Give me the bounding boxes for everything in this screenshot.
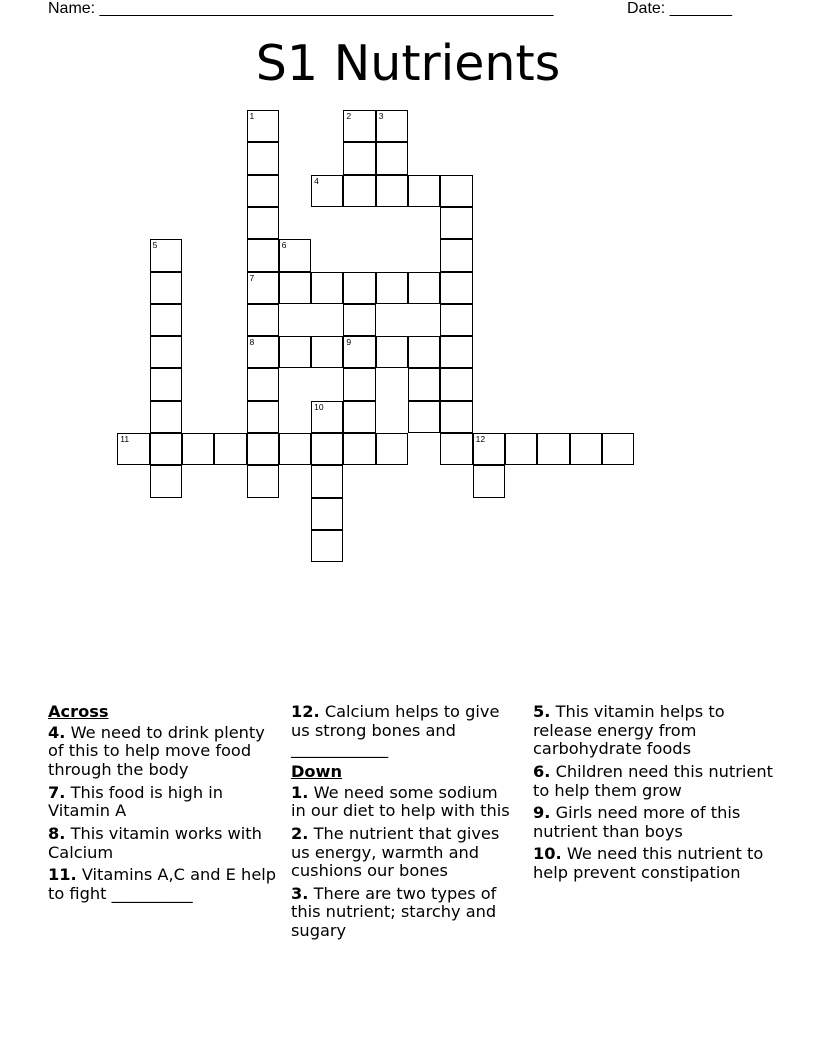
clue-number: 10.: [533, 844, 562, 864]
clue-across-8: [48, 825, 284, 862]
grid-cell[interactable]: [247, 272, 279, 304]
clue-number: 1.: [291, 782, 309, 802]
clue-number-label: 3: [378, 111, 384, 121]
grid-cell[interactable]: [311, 401, 343, 433]
clue-number: 11.: [48, 865, 77, 885]
clue-number: 5.: [533, 702, 551, 721]
grid-cell[interactable]: [440, 336, 472, 368]
clue-number: 6.: [533, 761, 551, 781]
name-field-label: Name: ___________________________________________________: [48, 0, 554, 17]
grid-cell[interactable]: [279, 336, 311, 368]
grid-cell[interactable]: [150, 336, 182, 368]
grid-cell[interactable]: [311, 433, 343, 465]
grid-cell[interactable]: [311, 498, 343, 530]
grid-cell[interactable]: [247, 304, 279, 336]
grid-cell[interactable]: [376, 336, 408, 368]
grid-cell[interactable]: [602, 433, 634, 465]
clue-text: We need to drink plenty of this to help move food through the body: [48, 722, 265, 780]
grid-cell[interactable]: [247, 110, 279, 142]
grid-cell[interactable]: [343, 304, 375, 336]
grid-cell[interactable]: [440, 175, 472, 207]
grid-cell[interactable]: [440, 433, 472, 465]
clue-number-label: 5: [152, 240, 158, 251]
clue-column-2: [291, 703, 517, 945]
clue-text: This vitamin works with Calcium: [48, 823, 262, 862]
date-field-label: Date: _______: [627, 0, 732, 17]
grid-cell[interactable]: [376, 433, 408, 465]
grid-cell[interactable]: [440, 304, 472, 336]
clue-number-label: 1: [249, 111, 255, 121]
clue-number: 2.: [291, 823, 309, 843]
page-title: S1 Nutrients: [255, 35, 561, 92]
grid-cell[interactable]: [311, 465, 343, 497]
clue-number: 12.: [291, 702, 320, 721]
grid-cell[interactable]: [182, 433, 214, 465]
grid-cell[interactable]: [150, 433, 182, 465]
clue-number: 3.: [291, 883, 309, 903]
grid-cell[interactable]: [376, 272, 408, 304]
clue-down-6: [533, 763, 773, 800]
grid-cell[interactable]: [279, 272, 311, 304]
clue-number: 9.: [533, 803, 551, 823]
grid-cell[interactable]: [279, 433, 311, 465]
clue-down-9: [533, 804, 773, 841]
clue-across-12: [291, 703, 517, 759]
grid-cell[interactable]: [408, 401, 440, 433]
grid-cell[interactable]: [311, 272, 343, 304]
grid-cell[interactable]: [117, 433, 149, 465]
across-heading: Across: [48, 702, 109, 721]
grid-cell[interactable]: [376, 142, 408, 174]
grid-cell[interactable]: [343, 272, 375, 304]
grid-cell[interactable]: [150, 272, 182, 304]
grid-cell[interactable]: [343, 175, 375, 207]
down-heading: Down: [291, 761, 343, 781]
grid-cell[interactable]: [473, 465, 505, 497]
grid-cell[interactable]: [505, 433, 537, 465]
grid-cell[interactable]: [537, 433, 569, 465]
clue-text: The nutrient that gives us energy, warmth and cushions our bones: [291, 823, 500, 881]
clue-text: Girls need more of this nutrient than boys: [533, 803, 741, 841]
clue-text: There are two types of this nutrient; starchy and sugary: [291, 883, 497, 941]
clue-text: Calcium helps to give us strong bones and ____________: [291, 702, 500, 759]
clue-number-label: 12: [475, 434, 486, 444]
grid-cell[interactable]: [408, 336, 440, 368]
clue-column-1: [48, 703, 284, 907]
grid-cell[interactable]: [440, 368, 472, 400]
clue-number-label: 2: [346, 111, 352, 121]
grid-cell[interactable]: [311, 530, 343, 562]
clue-column-3: [533, 703, 773, 887]
clue-across-7: [48, 784, 284, 821]
clue-down-1: [291, 784, 517, 821]
clue-text: This food is high in Vitamin A: [48, 782, 223, 821]
clue-down-10: [533, 845, 773, 882]
grid-cell[interactable]: [408, 272, 440, 304]
grid-cell[interactable]: [150, 304, 182, 336]
grid-cell[interactable]: [247, 401, 279, 433]
clue-number-label: 9: [346, 337, 352, 348]
grid-cell[interactable]: [247, 368, 279, 400]
grid-cell[interactable]: [376, 175, 408, 207]
clue-text: Vitamins A,C and E help to fight __________: [48, 865, 277, 903]
grid-cell[interactable]: [408, 368, 440, 400]
clue-number-label: 4: [314, 175, 319, 186]
clue-down-2: [291, 825, 517, 881]
grid-cell[interactable]: [440, 239, 472, 271]
grid-cell[interactable]: [150, 401, 182, 433]
grid-cell[interactable]: [279, 239, 311, 271]
clue-number: 4.: [48, 722, 66, 742]
grid-cell[interactable]: [343, 110, 375, 142]
clue-number: 8.: [48, 823, 66, 843]
grid-cell[interactable]: [311, 175, 343, 207]
grid-cell[interactable]: [247, 336, 279, 368]
clue-across-11: [48, 866, 284, 903]
grid-cell[interactable]: [343, 433, 375, 465]
grid-cell[interactable]: [440, 401, 472, 433]
clue-number-label: 11: [120, 434, 130, 444]
grid-cell[interactable]: [570, 433, 602, 465]
grid-cell[interactable]: [311, 336, 343, 368]
clue-number-label: 6: [281, 240, 287, 251]
clue-number-label: 10: [314, 401, 324, 412]
grid-cell[interactable]: [150, 239, 182, 271]
grid-cell[interactable]: [343, 142, 375, 174]
clue-number-label: 8: [249, 337, 255, 348]
grid-cell[interactable]: [150, 368, 182, 400]
grid-cell[interactable]: [473, 433, 505, 465]
clue-text: We need some sodium in our diet to help with this: [291, 782, 510, 821]
clue-across-4: [48, 724, 284, 780]
grid-cell[interactable]: [247, 207, 279, 239]
grid-cell[interactable]: [343, 368, 375, 400]
grid-cell[interactable]: [247, 175, 279, 207]
grid-cell[interactable]: [247, 142, 279, 174]
clue-down-5: [533, 703, 773, 759]
clue-text: We need this nutrient to help prevent constipation: [533, 844, 764, 883]
grid-cell[interactable]: [376, 110, 408, 142]
clue-number-label: 7: [249, 272, 255, 283]
grid-cell[interactable]: [247, 239, 279, 271]
clue-down-3: [291, 885, 517, 941]
clue-number: 7.: [48, 782, 66, 802]
clue-text: This vitamin helps to release energy from carbohydrate foods: [533, 702, 725, 759]
grid-cell[interactable]: [440, 272, 472, 304]
clue-text: Children need this nutrient to help them grow: [533, 761, 773, 800]
grid-cell[interactable]: [247, 465, 279, 497]
grid-cell[interactable]: [247, 433, 279, 465]
grid-cell[interactable]: [408, 175, 440, 207]
grid-cell[interactable]: [343, 401, 375, 433]
grid-cell[interactable]: [150, 465, 182, 497]
grid-cell[interactable]: [343, 336, 375, 368]
grid-cell[interactable]: [214, 433, 246, 465]
grid-cell[interactable]: [440, 207, 472, 239]
